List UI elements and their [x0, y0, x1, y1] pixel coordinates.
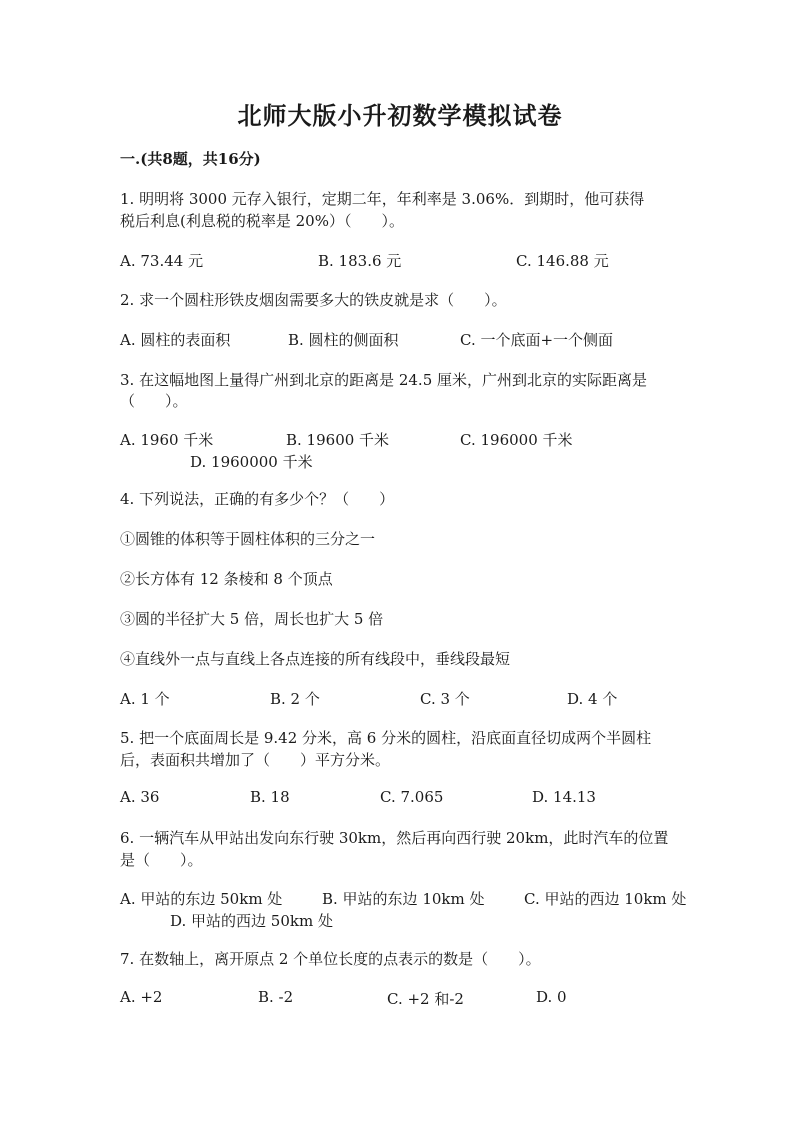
question-5-option-c: C. 7.065 — [380, 788, 444, 806]
question-3-line-1: 3. 在这幅地图上量得广州到北京的距离是 24.5 厘米，广州到北京的实际距离是 — [120, 371, 648, 389]
question-3-option-a: A. 1960 千米 — [120, 431, 214, 449]
question-2-option-a: A. 圆柱的表面积 — [120, 331, 231, 349]
question-5-option-a: A. 36 — [120, 788, 160, 806]
question-2-line-1: 2. 求一个圆柱形铁皮烟囱需要多大的铁皮就是求（ ）。 — [120, 291, 507, 309]
question-7-option-a: A. +2 — [120, 988, 163, 1006]
question-2-option-b: B. 圆柱的侧面积 — [288, 331, 399, 349]
question-4-statement-3: ③圆的半径扩大 5 倍，周长也扩大 5 倍 — [120, 610, 384, 628]
question-6-option-a: A. 甲站的东边 50km 处 — [120, 890, 283, 908]
question-3-line-2: （ ）。 — [120, 392, 188, 410]
question-1-line-2: 税后利息(利息税的税率是 20%）（ ）。 — [120, 212, 404, 230]
question-7-option-d: D. 0 — [536, 988, 567, 1006]
question-4-line-1: 4. 下列说法，正确的有多少个？（ ） — [120, 490, 395, 508]
question-5-line-1: 5. 把一个底面周长是 9.42 分米，高 6 分米的圆柱，沿底面直径切成两个半圆柱 — [120, 729, 652, 747]
question-6-line-2: 是（ ）。 — [120, 851, 203, 869]
question-6-line-1: 6. 一辆汽车从甲站出发向东行驶 30km，然后再向西行驶 20km，此时汽车的位置 — [120, 829, 669, 847]
question-3-option-b: B. 19600 千米 — [286, 431, 390, 449]
question-7-line-1: 7. 在数轴上，离开原点 2 个单位长度的点表示的数是（ ）。 — [120, 950, 541, 968]
question-4-statement-4: ④直线外一点与直线上各点连接的所有线段中，垂线段最短 — [120, 650, 511, 668]
question-3-option-d: D. 1960000 千米 — [190, 453, 313, 471]
question-4-statement-1: ①圆锥的体积等于圆柱体积的三分之一 — [120, 530, 376, 548]
question-4-option-a: A. 1 个 — [120, 690, 170, 708]
question-1-option-b: B. 183.6 元 — [318, 252, 402, 270]
question-5-option-b: B. 18 — [250, 788, 290, 806]
question-1-line-1: 1. 明明将 3000 元存入银行，定期二年，年利率是 3.06%．到期时，他可获得 — [120, 190, 645, 208]
question-7-option-c: C. +2 和-2 — [387, 990, 464, 1008]
question-1-option-c: C. 146.88 元 — [516, 252, 609, 270]
question-6-option-c: C. 甲站的西边 10km 处 — [524, 890, 687, 908]
question-5-line-2: 后，表面积共增加了（ ）平方分米。 — [120, 751, 391, 769]
question-4-option-d: D. 4 个 — [567, 690, 618, 708]
question-2-option-c: C. 一个底面+一个侧面 — [460, 331, 614, 349]
page-title: 北师大版小升初数学模拟试卷 — [237, 101, 563, 130]
question-5-option-d: D. 14.13 — [532, 788, 596, 806]
question-4-option-c: C. 3 个 — [420, 690, 470, 708]
question-6-option-d: D. 甲站的西边 50km 处 — [170, 912, 333, 930]
question-7-option-b: B. -2 — [258, 988, 294, 1006]
question-6-option-b: B. 甲站的东边 10km 处 — [322, 890, 485, 908]
question-4-statement-2: ②长方体有 12 条棱和 8 个顶点 — [120, 570, 333, 588]
question-3-option-c: C. 196000 千米 — [460, 431, 573, 449]
question-4-option-b: B. 2 个 — [270, 690, 320, 708]
section-heading: 一.(共8题，共16分) — [120, 150, 261, 168]
question-1-option-a: A. 73.44 元 — [120, 252, 204, 270]
